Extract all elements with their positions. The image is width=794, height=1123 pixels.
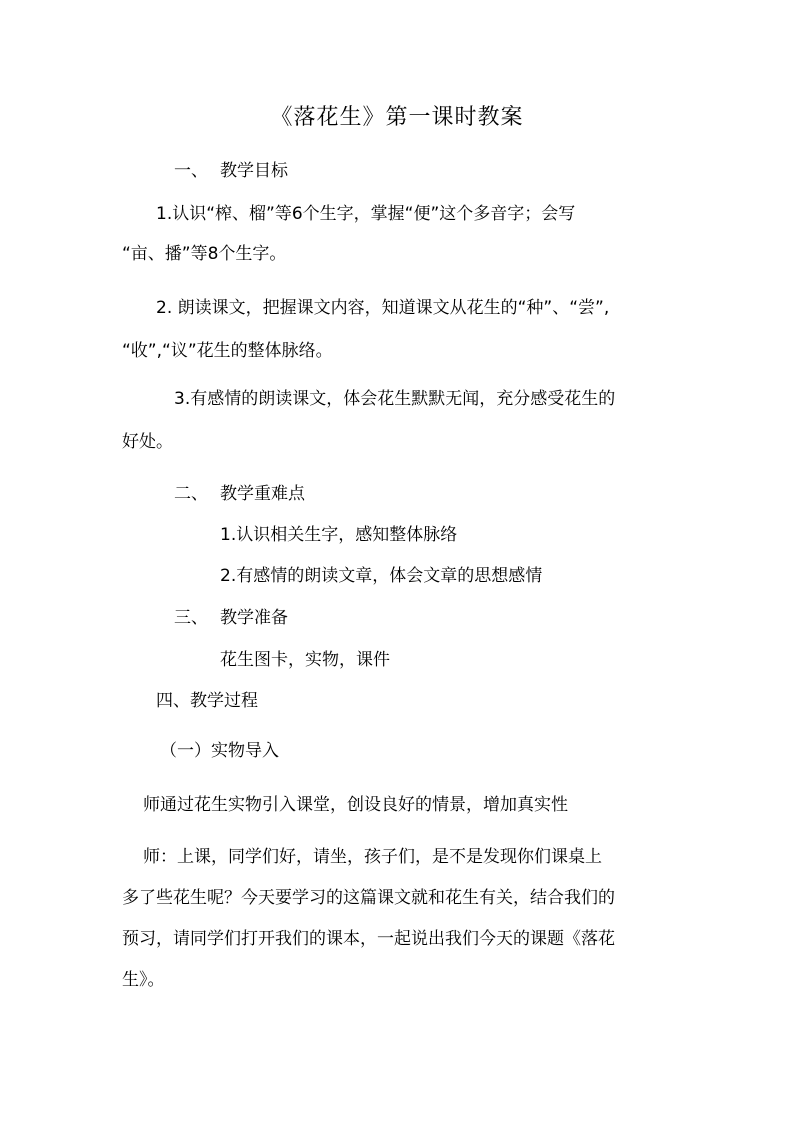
section-1-number: 一、 [174,161,208,181]
key-point-2: 2.有感情的朗读文章，体会文章的思想感情 [220,566,543,586]
process-intro: 师通过花生实物引入课堂，创设良好的情景，增加真实性 [143,795,568,815]
section-1-title: 教学目标 [220,161,288,181]
section-2-number: 二、 [174,484,208,504]
teacher-line-3: 预习，请同学们打开我们的课本，一起说出我们今天的课题《落花 [122,929,615,949]
preparation-content: 花生图卡，实物，课件 [220,650,390,670]
teacher-line-4: 生》。 [122,970,165,990]
subsection-heading: （一）实物导入 [160,741,279,761]
objective-2-line-1: 2. 朗读课文，把握课文内容，知道课文从花生的“种”、“尝”, [156,298,610,318]
section-2-heading [174,482,305,506]
teacher-line-2: 多了些花生呢？今天要学习的这篇课文就和花生有关，结合我们的 [122,888,615,908]
objective-3-line-2: 好处。 [122,432,173,452]
objective-1-line-1: 1.认识“榨、榴”等6个生字，掌握“便”这个多音字；会写 [156,204,576,224]
document-title: 《落花生》第一课时教案 [270,105,524,130]
objective-2-line-2: “收”,“议”花生的整体脉络。 [122,341,333,361]
objective-1-line-2: “亩、播”等8个生字。 [122,244,287,264]
section-2-title: 教学重难点 [220,484,305,504]
key-point-1: 1.认识相关生字，感知整体脉络 [220,525,458,545]
section-1-heading [174,159,288,183]
section-3-title: 教学准备 [220,608,288,628]
teacher-line-1: 师：上课，同学们好，请坐，孩子们，是不是发现你们课桌上 [143,847,602,867]
section-4-heading: 四、教学过程 [156,691,258,711]
section-3-number: 三、 [174,608,208,628]
objective-3-line-1: 3.有感情的朗读课文，体会花生默默无闻，充分感受花生的 [174,389,616,409]
section-3-heading [174,606,288,630]
